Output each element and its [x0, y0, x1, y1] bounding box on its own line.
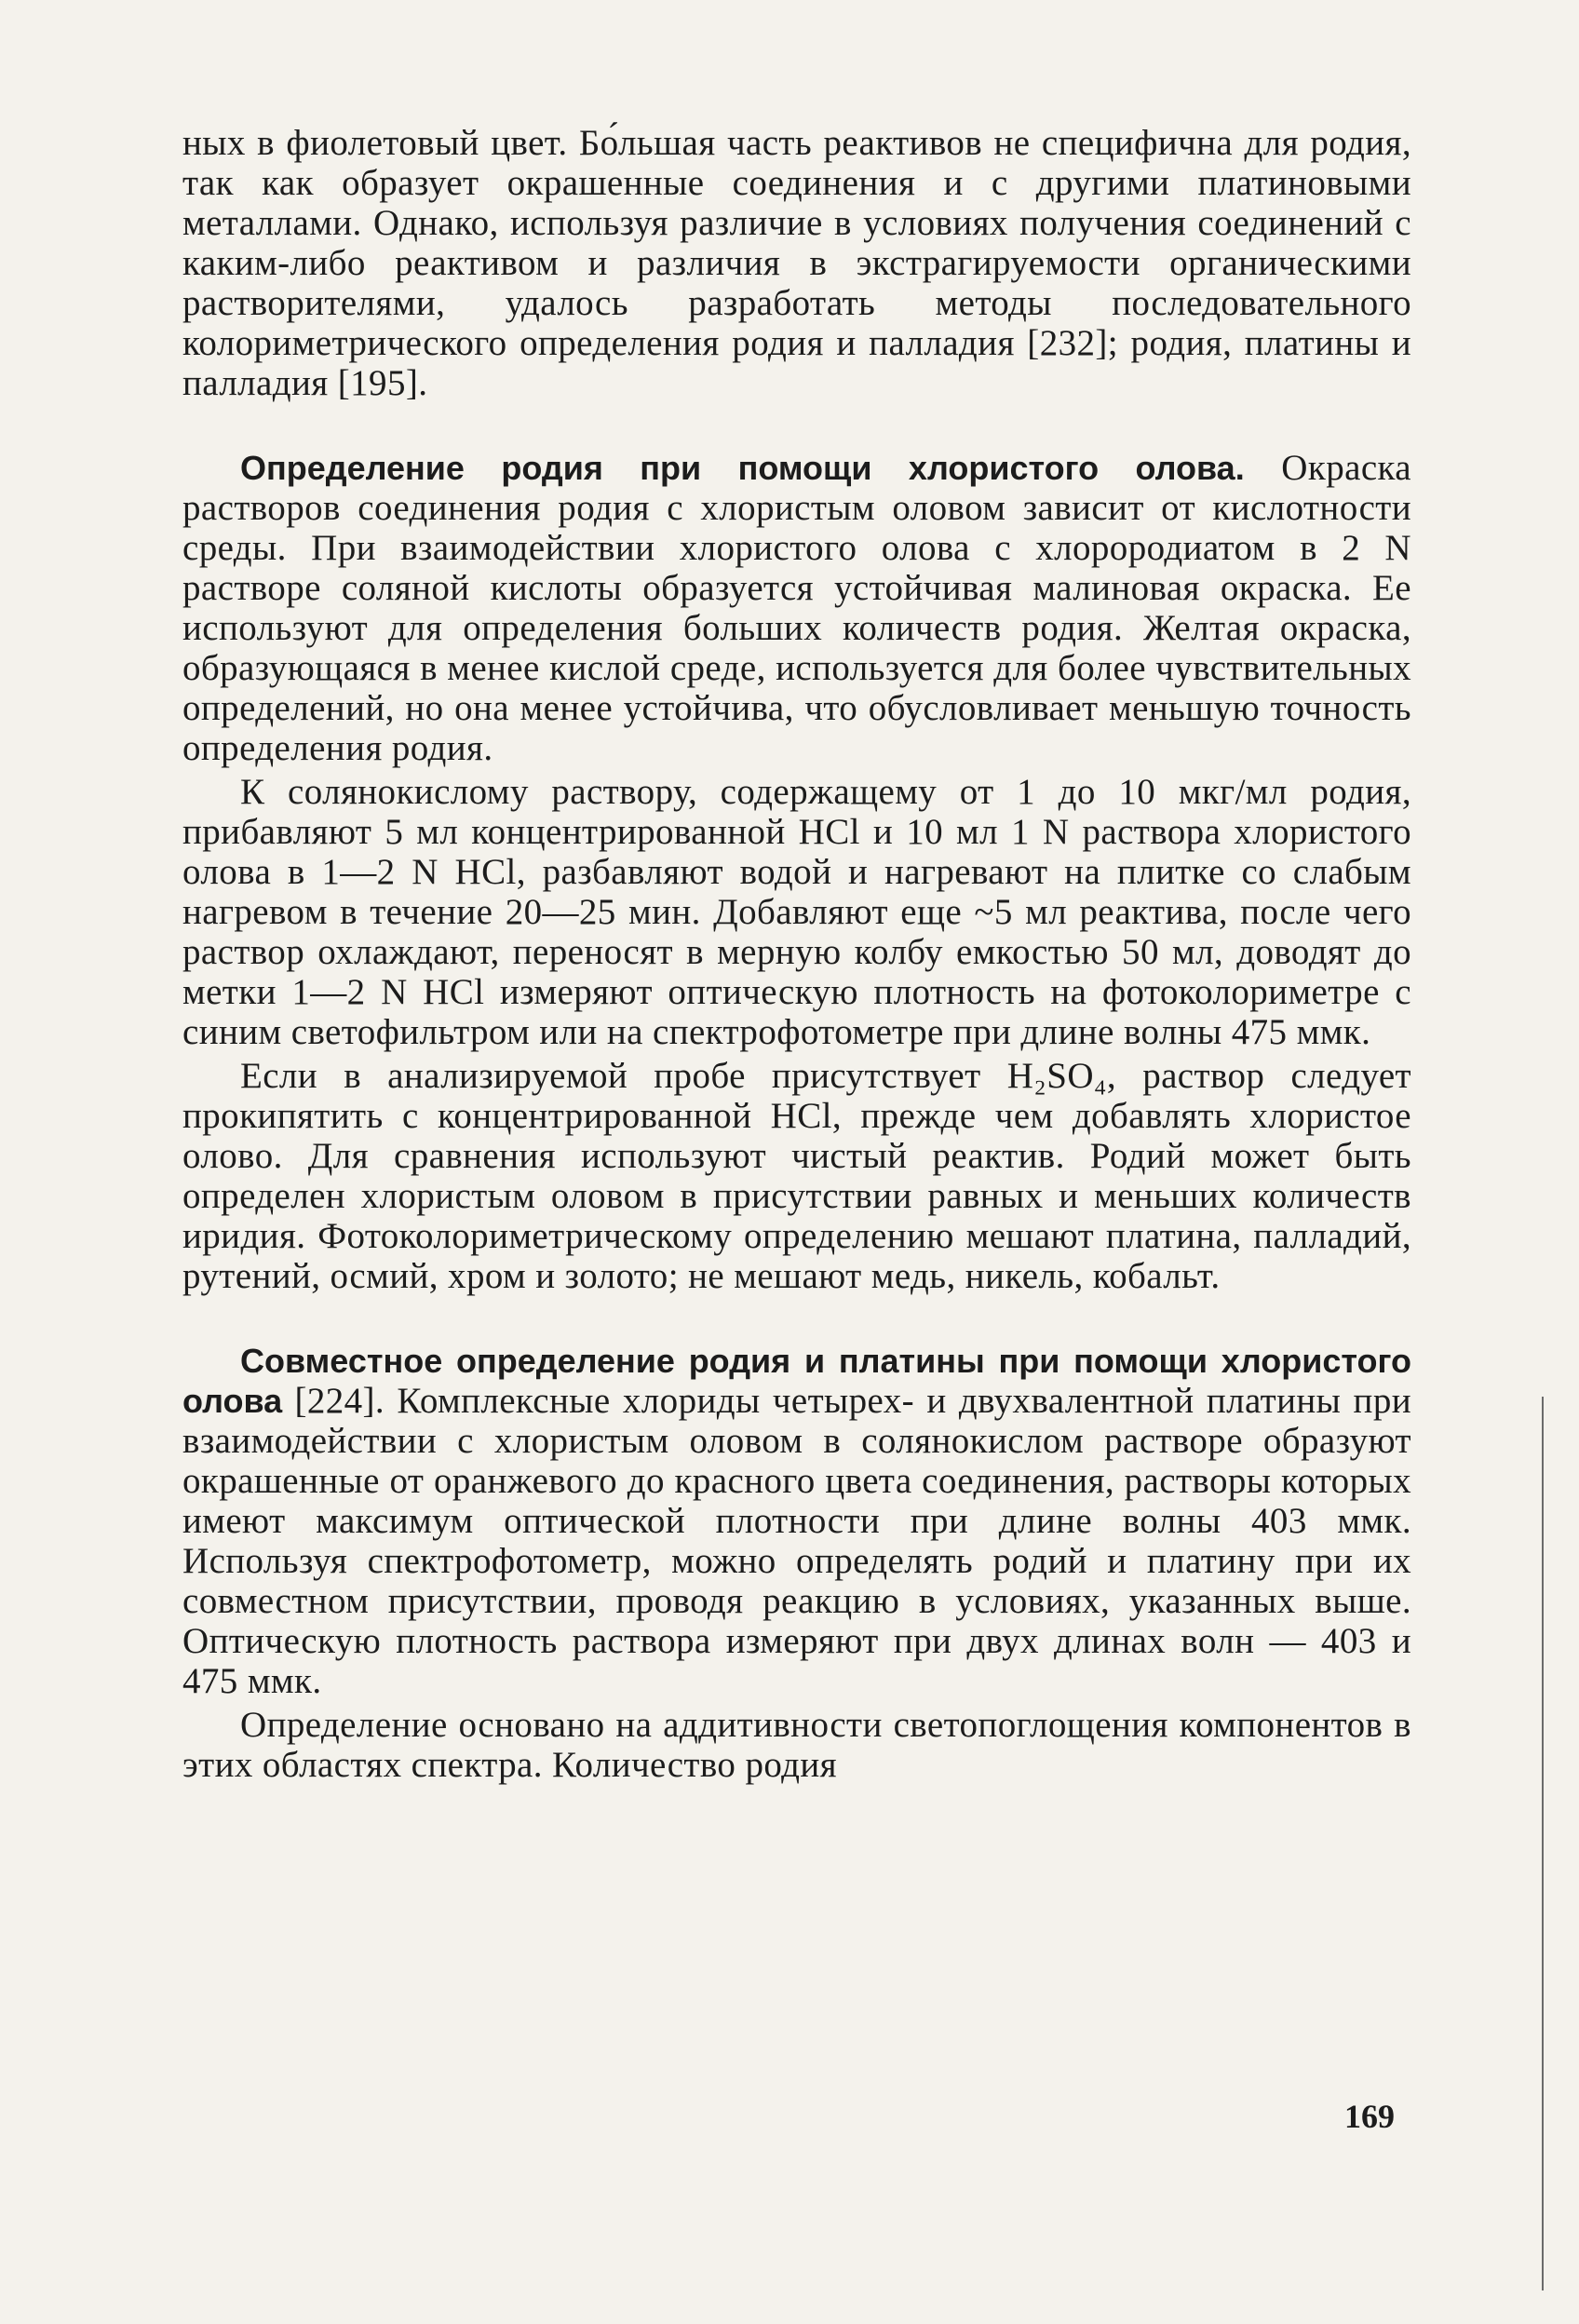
page-number: 169: [1344, 2098, 1395, 2135]
paragraph-2-text: Окраска растворов соединения родия с хлористым оловом зависит от кислотности среды. При взаимодействии хлористого олова с хлорородиатом в 2 N растворе соляной кислоты образуется устойчивая малиновая окраска. Ее используют для определения больших количеств родия. Желтая окраска, образующаяся в менее кислой среде, используется для более чувствительных определений, но она менее устойчива, что обусловливает меньшую точность определения родия.: [182, 448, 1411, 768]
section-heading-rhodium-tin-chloride: Определение родия при помощи хлористого олова.: [240, 449, 1245, 487]
paragraph-4: [182, 1056, 1411, 1296]
scan-margin-line: [1542, 1397, 1544, 2290]
paragraph-6-text: Определение основано на аддитивности светопоглощения компонентов в этих областях спектра. Количество родия: [182, 1705, 1411, 1785]
paragraph-5-text: [224]. Комплексные хлориды четырех- и двухвалентной платины при взаимодействии с хлористым оловом в солянокислом растворе образуют окрашенные от оранжевого до красного цвета соединения, растворы которых имеют максимум оптической плотности при длине волны 403 ммк. Используя спектрофотометр, можно определять родий и платину при их совместном присутствии, проводя реакцию в условиях, указанных выше. Оптическую плотность раствора измеряют при двух длинах волн — 403 и 475 ммк.: [182, 1381, 1411, 1701]
paragraph-3-text: К солянокислому раствору, содержащему от 1 до 10 мкг/мл родия, прибавляют 5 мл концентрированной HCl и 10 мл 1 N раствора хлористого олова в 1—2 N HCl, разбавляют водой и нагревают на плитке со слабым нагревом в течение 20—25 мин. Добавляют еще ~5 мл реактива, после чего раствор охлаждают, переносят в мерную колбу емкостью 50 мл, доводят до метки 1—2 N HCl измеряют оптическую плотность на фотоколориметре с синим светофильтром или на спектрофотометре при длине волны 475 ммк.: [182, 772, 1411, 1052]
section-heading-rhodium-platinum: Совместное определение родия и платины при помощи хлористого олова: [182, 1342, 1411, 1420]
paragraph-5: [182, 1341, 1411, 1701]
paragraph-1-text: ных в фиолетовый цвет. Бо́льшая часть реактивов не специфична для родия, так как образует окрашенные соединения и с другими платиновыми металлами. Однако, используя различие в условиях получения соединений с каким-либо реактивом и различия в экстрагируемости органическими растворителями, удалось разработать методы последовательного колориметрического определения родия и палладия [232]; родия, платины и палладия [195].: [182, 123, 1411, 403]
page-body: [182, 123, 1411, 1785]
paragraph-4-text: Если в анализируемой пробе присутствует H₂SO₄, раствор следует прокипятить с концентрированной HCl, прежде чем добавлять хлористое олово. Для сравнения используют чистый реактив. Родий может быть определен хлористым оловом в присутствии равных и меньших количеств иридия. Фотоколориметрическому определению мешают платина, палладий, рутений, осмий, хром и золото; не мешают медь, никель, кобальт.: [182, 1056, 1411, 1296]
paragraph-6: [182, 1705, 1411, 1785]
paragraph-3: [182, 772, 1411, 1052]
paragraph-1: [182, 123, 1411, 403]
paragraph-2: [182, 448, 1411, 768]
